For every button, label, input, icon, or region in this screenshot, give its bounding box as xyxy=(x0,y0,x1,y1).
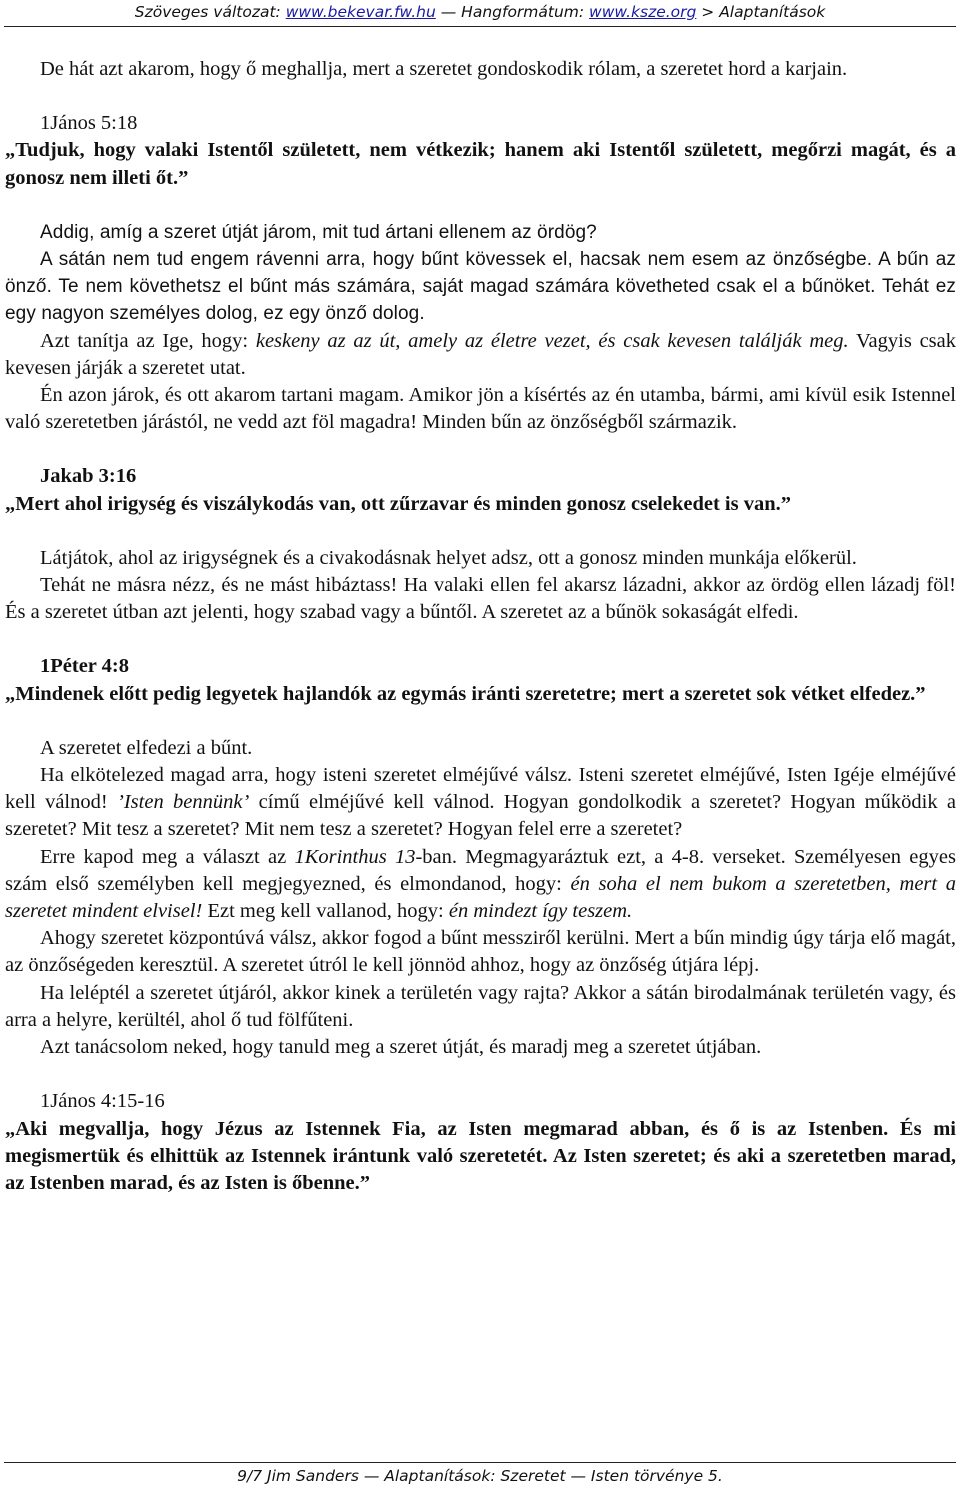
paragraph-text: Vagyis csak kevesen járják a szeretet utat. xyxy=(5,329,956,379)
paragraph-text: Ha elkötelezed magad arra, hogy isteni szeretet elméjűvé válsz. Isteni szeretet elméjűvé, Isten Igéje elméjűvé kell válnod! xyxy=(5,764,956,814)
paragraph xyxy=(5,328,956,382)
footer-divider xyxy=(4,1462,956,1463)
paragraph-text: Azt tanítja az Ige, hogy: xyxy=(40,329,256,352)
scripture-reference: Jakab 3:16 xyxy=(40,465,137,488)
paragraph xyxy=(5,844,956,926)
paragraph: Tehát ne másra nézz, és ne mást hibáztass! Ha valaki ellen fel akarsz lázadni, akkor az ördög ellen lázadj föl! És a szeretet útban azt jelenti, hogy szabad vagy a bűntől. A szeretet az a bűnök sokaságát elfedi. xyxy=(5,574,956,624)
scripture-citation: 1Korinthus 13 xyxy=(294,845,416,868)
paragraph: Addig, amíg a szeret útját járom, mit tud ártani ellenem az ördög? xyxy=(40,221,597,243)
paragraph xyxy=(5,762,956,844)
paragraph-text: című elméjűvé kell válnod. Hogyan gondolkodik a szeretet? Hogyan működik a szeretet? Mit tesz a szeretet? Mit nem tesz a szeretet? Hogyan felel erre a szeretet? xyxy=(5,791,956,841)
paragraph: Ahogy szeretet központúvá válsz, akkor fogod a bűnt messziről kerülni. Mert a bűn mindig úgy tárja elő magát, az önzőségeden keresztül. A szeretet útról le kell jönnöd ahhoz, hogy az önzőség útjára lépj. xyxy=(5,927,956,977)
paragraph-text: Ezt meg kell vallanod, hogy: xyxy=(202,900,449,923)
paragraph: A sátán nem tud engem rávenni arra, hogy bűnt kövessek el, hacsak nem esem az önzőségbe. A bűn az önző. Te nem követhetsz el bűnt más számára, saját magad számára követheted csak el a bűnöket. Tehát ez egy nagyon személyes dolog, ez egy önző dolog. xyxy=(5,249,956,325)
paragraph: De hát azt akarom, hogy ő meghallja, mert a szeretet gondoskodik rólam, a szeretet hord a karjain. xyxy=(40,58,848,80)
header-suffix: > Alaptanítások xyxy=(696,3,826,21)
paragraph: Azt tanácsolom neked, hogy tanuld meg a szeret útját, és maradj meg a szeretet útjában. xyxy=(40,1036,762,1059)
scripture-verse: „Mert ahol irigység és viszálykodás van, ott zűrzavar és minden gonosz cselekedet is van.” xyxy=(5,492,791,515)
page-footer: 9/7 Jim Sanders — Alaptanítások: Szeretet — Isten törvénye 5. xyxy=(237,1467,723,1485)
paragraph: Én azon járok, és ott akarom tartani magam. Amikor jön a kísértés az én utamba, bármi, ami kívül esik Istennel való szeretetben járástól, ne vedd azt föl magadra! Minden bűn az önzőségből származik. xyxy=(5,384,956,434)
scripture-verse: „Tudjuk, hogy valaki Istentől született, nem vétkezik; hanem aki Istentől született, megőrzi magát, és a gonosz nem illeti őt.” xyxy=(5,139,956,189)
header-middle: — Hangformátum: xyxy=(435,3,590,21)
header-divider xyxy=(4,26,956,27)
quoted-scripture: keskeny az az út, amely az életre vezet, és csak kevesen találják meg. xyxy=(255,329,849,352)
scripture-reference: 1János 4:15-16 xyxy=(40,1090,165,1113)
confession-text: én soha el nem bukom a szeretetben, mert a szeretet mindent elvisel! xyxy=(5,872,956,923)
scripture-reference: 1János 5:18 xyxy=(40,112,138,135)
book-title: ’Isten bennünk’ xyxy=(117,791,250,814)
confession-text: én mindezt így teszem. xyxy=(448,900,633,923)
paragraph: Látjátok, ahol az irigységnek és a civakodásnak helyet adsz, ott a gonosz minden munkája előkerül. xyxy=(40,546,857,569)
header-prefix: Szöveges változat: xyxy=(134,3,286,21)
scripture-verse: „Aki megvallja, hogy Jézus az Istennek Fia, az Isten megmarad abban, és ő is az Istenben. És mi megismertük és elhittük az Istennek irántunk való szeretetét. Az Isten szeretet; és aki a szeretetben marad, az Istenben marad, és az Isten is őbenne.” xyxy=(5,1117,956,1194)
paragraph-text: Erre kapod meg a választ az xyxy=(40,845,295,868)
header-link-ksze[interactable]: www.ksze.org xyxy=(589,3,697,21)
paragraph-text: -ban. Megmagyaráztuk ezt, a 4-8. verseket. Személyesen egyes szám első személyben kell megjegyezned, és elmondanod, hogy: xyxy=(5,845,956,895)
scripture-verse: „Mindenek előtt pedig legyetek hajlandók az egymás iránti szeretetre; mert a szeretet sok vétket elfedez.” xyxy=(5,682,926,705)
header-link-bekevar[interactable]: www.bekevar.fw.hu xyxy=(285,3,436,21)
paragraph: Ha leléptél a szeretet útjáról, akkor kinek a területén vagy rajta? Akkor a sátán birodalmának területén vagy, és arra a helyre, kerültél, ahol ő tud fölfűteni. xyxy=(5,981,956,1031)
document-body xyxy=(5,56,956,1197)
paragraph: A szeretet elfedezi a bűnt. xyxy=(40,736,253,759)
page-header xyxy=(0,3,960,21)
scripture-reference: 1Péter 4:8 xyxy=(40,655,129,678)
